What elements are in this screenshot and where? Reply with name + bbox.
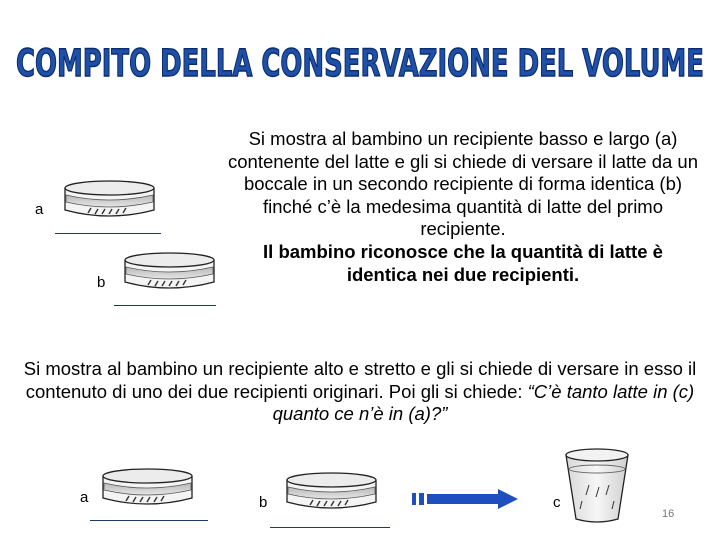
underline-b-bottom xyxy=(270,527,390,528)
underline-a-top xyxy=(55,233,161,234)
description-paragraph-2 xyxy=(20,358,700,426)
right-arrow-icon xyxy=(412,489,518,509)
description-1-text: Si mostra al bambino un recipiente basso e largo (a) contenente del latte e gli si chiede di versare il latte da un boccale in un secondo recipiente di forma identica (b) finché c’è la medesima quantità di latte del primo recipiente. xyxy=(228,128,698,240)
label-a-bottom: a xyxy=(80,489,89,506)
page-number: 16 xyxy=(662,508,675,520)
underline-b-top xyxy=(114,305,216,306)
label-a-top: a xyxy=(35,201,44,218)
description-1-bold: Il bambino riconosce che la quantità di latte è identica nei due recipienti. xyxy=(263,240,663,285)
slide-title xyxy=(10,36,710,86)
description-2-question: “C’è tanto latte in (c) quanto ce n’è in (a)?” xyxy=(272,380,695,425)
tall-glass-c xyxy=(562,447,632,525)
shallow-dish-a-bottom xyxy=(100,466,195,510)
label-b-bottom: b xyxy=(259,494,268,511)
label-c: c xyxy=(553,494,561,511)
title-art xyxy=(10,36,710,86)
shallow-dish-b xyxy=(122,250,217,294)
shallow-dish-a xyxy=(62,178,157,222)
underline-a-bottom xyxy=(90,520,208,521)
label-b-top: b xyxy=(97,274,106,291)
title-text: COMPITO DELLA CONSERVAZIONE DEL VOLUME xyxy=(16,42,704,85)
description-2-text: Si mostra al bambino un recipiente alto e stretto e gli si chiede di versare in esso il contenuto di uno dei due recipienti originari. Poi gli si chiede: xyxy=(23,358,697,402)
shallow-dish-b-bottom xyxy=(284,470,379,514)
description-paragraph-1 xyxy=(228,128,698,286)
